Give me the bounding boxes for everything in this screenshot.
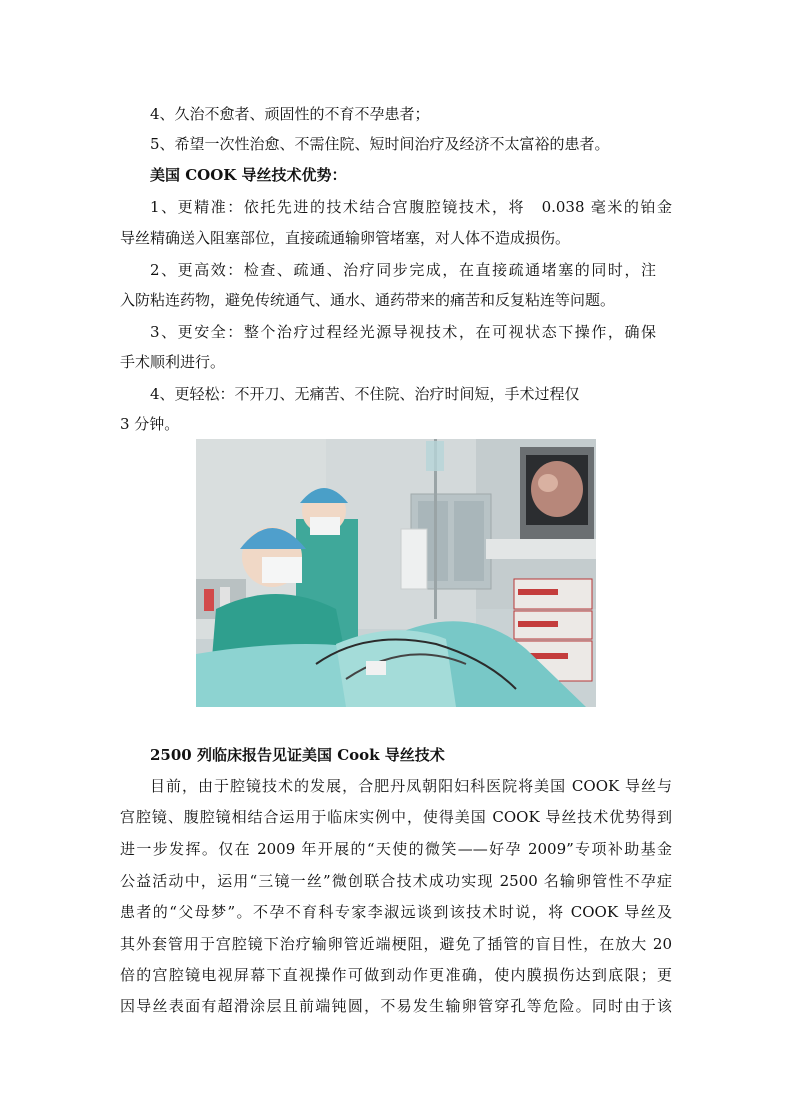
body-line-3: 进一步发挥。仅在 2009 年开展的“天使的微笑——好孕 2009”专项补助基金 (120, 840, 672, 858)
body-line-4: 公益活动中，运用“三镜一丝”微创联合技术成功实现 2500 名输卵管性不孕症 (120, 872, 672, 890)
section-heading-advantages: 美国 COOK 导丝技术优势： (150, 166, 347, 184)
body-line-2: 宫腔镜、腹腔镜相结合运用于临床实例中，使得美国 COOK 导丝技术优势得到 (120, 808, 672, 826)
list-item-5: 5、希望一次性治愈、不需住院、短时间治疗及经济不太富裕的患者。 (150, 135, 610, 153)
body-line-5: 患者的“父母梦”。不孕不育科专家李淑远谈到该技术时说，将 COOK 导丝及 (120, 903, 672, 921)
advantage-3-line-2: 手术顺利进行。 (120, 353, 226, 371)
body-line-1: 目前，由于腔镜技术的发展，合肥丹凤朝阳妇科医院将美国 COOK 导丝与 (150, 777, 672, 795)
advantage-2-line-2: 入防粘连药物，避免传统通气、通水、通药带来的痛苦和反复粘连等问题。 (120, 291, 616, 309)
advantage-4-line-1: 4、更轻松：不开刀、无痛苦、不住院、治疗时间短，手术过程仅 (150, 385, 580, 403)
advantage-3-line-1: 3、更安全：整个治疗过程经光源导视技术，在可视状态下操作，确保 (150, 323, 656, 341)
body-line-8: 因导丝表面有超滑涂层且前端钝圆，不易发生输卵管穿孔等危险。同时由于该 (120, 997, 672, 1015)
advantage-1-line-2: 导丝精确送入阻塞部位，直接疏通输卵管堵塞，对人体不造成损伤。 (120, 229, 571, 247)
section-heading-clinical: 2500 列临床报告见证美国 Cook 导丝技术 (150, 746, 445, 764)
surgery-photo (196, 439, 596, 707)
advantage-1-line-1: 1、更精准：依托先进的技术结合宫腹腔镜技术，将 0.038 毫米的铂金 (150, 198, 672, 216)
body-line-6: 其外套管用于宫腔镜下治疗输卵管近端梗阻，避免了插管的盲目性，在放大 20 (120, 935, 672, 953)
advantage-4-line-2: 3 分钟。 (120, 415, 180, 433)
advantage-2-line-1: 2、更高效：检查、疏通、治疗同步完成，在直接疏通堵塞的同时，注 (150, 261, 656, 279)
list-item-4: 4、久治不愈者、顽固性的不育不孕患者； (150, 105, 430, 123)
body-line-7: 倍的宫腔镜电视屏幕下直视操作可做到动作更准确，使内膜损伤达到底限；更 (120, 966, 672, 984)
